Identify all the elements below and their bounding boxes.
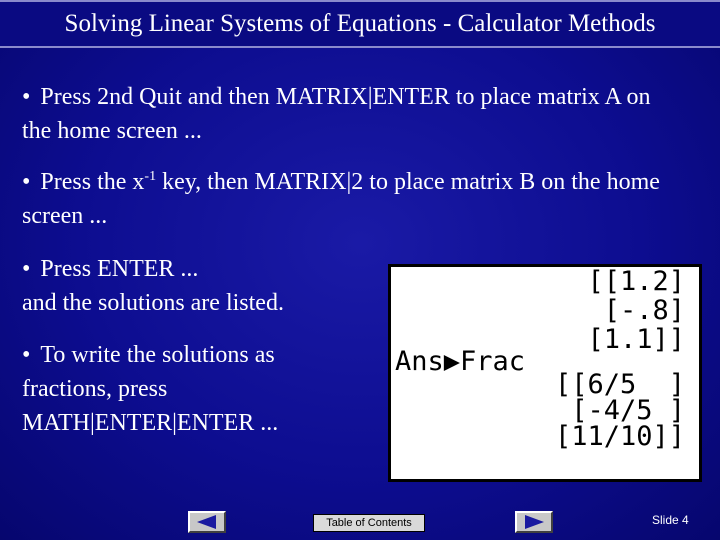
bullet-fractions (22, 338, 352, 440)
bullet-text: To write the solutions as fractions, press MATH|ENTER|ENTER ... (22, 342, 279, 436)
page-title: Solving Linear Systems of Equations - Calculator Methods (64, 10, 656, 37)
calc-line: [[6/5 ] (554, 369, 685, 400)
bullet-text: Press ENTER ... (40, 256, 199, 282)
bullet-marker: • (22, 169, 31, 195)
bullet-marker: • (22, 84, 31, 110)
next-slide-button[interactable] (515, 511, 553, 533)
bullet-text: and the solutions are listed. (22, 290, 284, 316)
bullet-text: key, then MATRIX|2 to place matrix B on the home screen ... (22, 169, 660, 229)
calc-line: [-4/5 ] (571, 395, 685, 426)
left-arrow-icon (194, 514, 220, 530)
calc-line: [[1.2] (587, 266, 685, 297)
bullet-press-enter (22, 252, 362, 320)
bullet-place-matrix-a (22, 80, 662, 148)
right-arrow-icon (521, 514, 547, 530)
calc-line: [11/10]] (554, 421, 685, 452)
bullet-place-matrix-b (22, 165, 662, 233)
bullet-marker: • (22, 342, 31, 368)
title-bar (0, 0, 720, 48)
bullet-text: Press the x (40, 169, 145, 195)
calc-line: [1.1]] (587, 324, 685, 355)
superscript-inverse: -1 (144, 169, 157, 184)
bullet-marker: • (22, 256, 31, 282)
slide-number: Slide 4 (652, 513, 689, 527)
table-of-contents-button[interactable]: Table of Contents (313, 514, 425, 532)
previous-slide-button[interactable] (188, 511, 226, 533)
bullet-text: Press 2nd Quit and then MATRIX|ENTER to place matrix A on the home screen ... (22, 84, 651, 144)
calc-line: [-.8] (603, 295, 685, 326)
calculator-screen (388, 264, 702, 482)
calc-line: Ans▶Frac (395, 346, 526, 377)
